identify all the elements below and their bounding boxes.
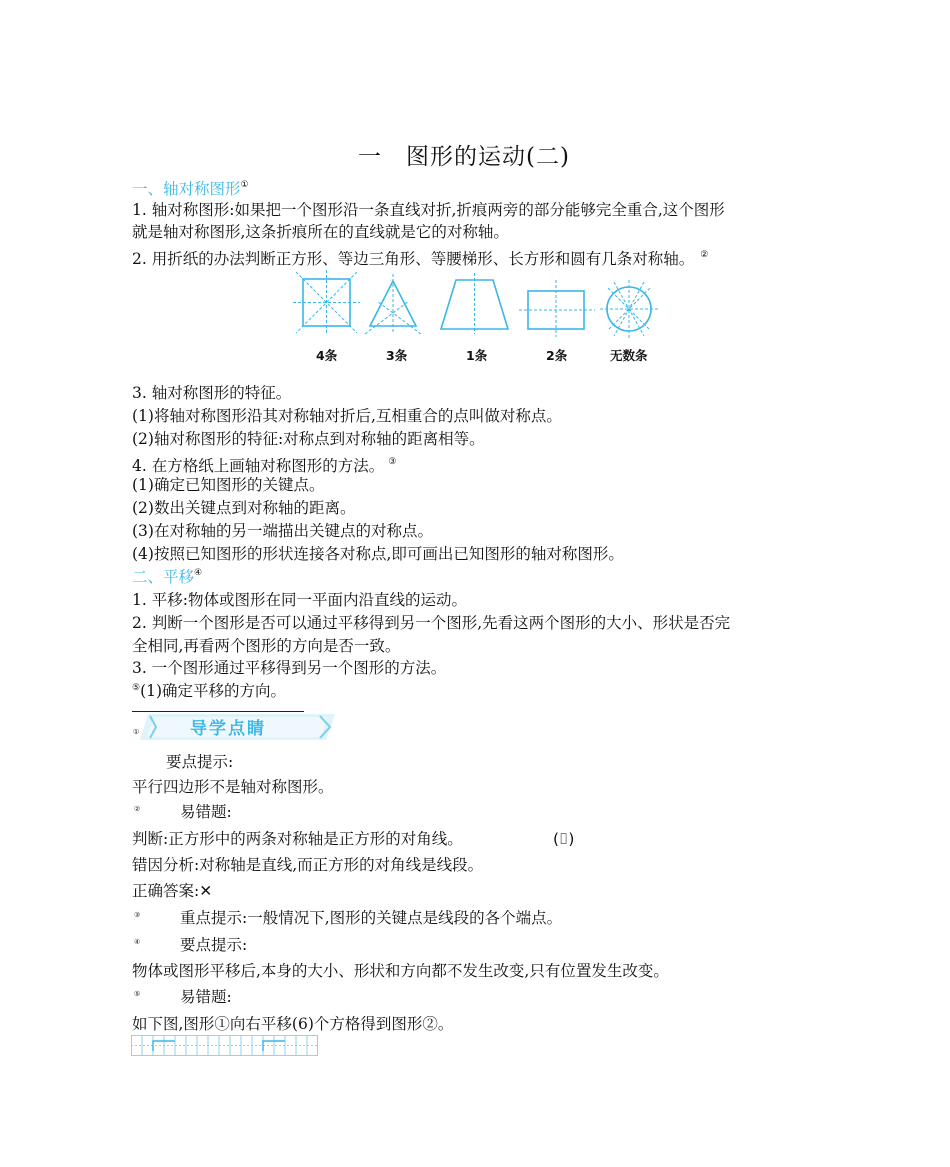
note-answer: 正确答案:✕ xyxy=(132,882,213,900)
answer-bracket: (⌷) xyxy=(553,830,575,848)
note-marker: ⑤ xyxy=(134,990,141,998)
footnote-ref: ② xyxy=(700,250,709,260)
paragraph: 3. 一个图形通过平移得到另一个图形的方法。 xyxy=(132,659,447,677)
figure-label-square: 4条 xyxy=(316,348,338,363)
translation-grid xyxy=(131,1035,319,1057)
note-marker: ② xyxy=(134,805,141,813)
note-marker: ③ xyxy=(134,911,141,919)
note-text: 如下图,图形①向右平移(6)个方格得到图形②。 xyxy=(132,1015,454,1033)
footnote-ref: ③ xyxy=(388,457,397,467)
paragraph xyxy=(132,244,708,270)
section-heading-text: 一、轴对称图形 xyxy=(132,180,241,198)
note-label: 要点提示: xyxy=(166,753,234,771)
note-text: 物体或图形平移后,本身的大小、形状和方向都不发生改变,只有位置发生改变。 xyxy=(132,962,669,980)
note-marker: ① xyxy=(133,728,140,736)
paragraph: (3)在对称轴的另一端描出关键点的对称点。 xyxy=(132,522,433,540)
figure-label-triangle: 3条 xyxy=(386,348,408,363)
note-label: 易错题: xyxy=(180,988,232,1006)
note-label: 易错题: xyxy=(180,803,232,821)
paragraph: (2)数出关键点到对称轴的距离。 xyxy=(132,499,356,517)
note-text: 平行四边形不是轴对称图形。 xyxy=(132,778,334,796)
page-title: 一 图形的运动(二) xyxy=(358,144,570,170)
figure-label-rectangle: 2条 xyxy=(546,348,568,363)
paragraph: 3. 轴对称图形的特征。 xyxy=(132,384,292,402)
note-question: 判断:正方形中的两条对称轴是正方形的对角线。 xyxy=(132,830,463,848)
section-heading-translation xyxy=(132,565,202,587)
paragraph-text: 4. 在方格纸上画轴对称图形的方法。 xyxy=(132,457,385,475)
figure-label-trapezoid: 1条 xyxy=(466,348,488,363)
note-marker: ④ xyxy=(134,938,141,946)
footnote-divider xyxy=(132,711,304,712)
paragraph: (1)将轴对称图形沿其对称轴对折后,互相重合的点叫做对称点。 xyxy=(132,407,562,425)
paragraph: (4)按照已知图形的形状连接各对称点,即可画出已知图形的轴对称图形。 xyxy=(132,545,624,563)
paragraph: (1)确定已知图形的关键点。 xyxy=(132,476,325,494)
paragraph-text: (1)确定平移的方向。 xyxy=(140,682,287,700)
footnote-ref: ④ xyxy=(194,568,203,578)
paragraph: 1. 轴对称图形:如果把一个图形沿一条直线对折,折痕两旁的部分能够完全重合,这个图形 xyxy=(132,201,725,219)
section-heading-text: 二、平移 xyxy=(132,568,195,586)
paragraph: 2. 判断一个图形是否可以通过平移得到另一个图形,先看这两个图形的大小、形状是否完 xyxy=(132,614,731,632)
note-text: 重点提示:一般情况下,图形的关键点是线段的各个端点。 xyxy=(180,909,563,927)
note-analysis: 错因分析:对称轴是直线,而正方形的对角线是线段。 xyxy=(132,856,484,874)
footnote-ref: ① xyxy=(240,180,249,190)
paragraph: 1. 平移:物体或图形在同一平面内沿直线的运动。 xyxy=(132,591,467,609)
figure-label-circle: 无数条 xyxy=(610,348,648,363)
paragraph-text: 2. 用折纸的办法判断正方形、等边三角形、等腰梯形、长方形和圆有几条对称轴。 xyxy=(132,250,695,268)
note-label: 要点提示: xyxy=(180,936,248,954)
section-heading-axis-symmetry xyxy=(132,177,249,199)
guide-banner-text: 导学点睛 xyxy=(190,719,266,739)
footnote-ref: ⑤ xyxy=(132,683,141,693)
paragraph: 全相同,再看两个图形的方向是否一致。 xyxy=(132,637,401,655)
paragraph: (2)轴对称图形的特征:对称点到对称轴的距离相等。 xyxy=(132,430,485,448)
paragraph: 就是轴对称图形,这条折痕所在的直线就是它的对称轴。 xyxy=(132,223,509,241)
paragraph xyxy=(132,680,286,705)
